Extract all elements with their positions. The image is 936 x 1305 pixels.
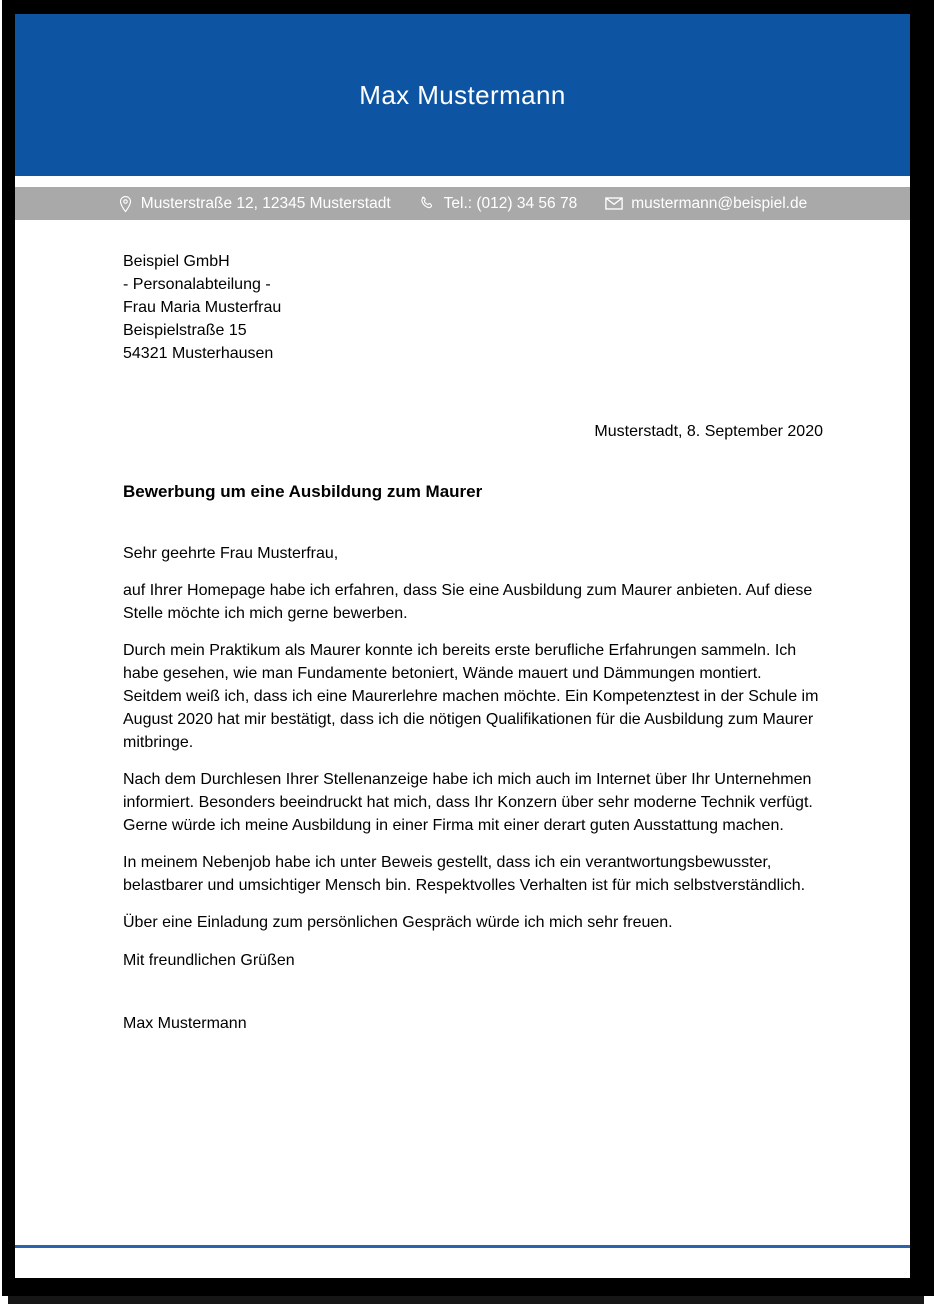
recipient-line: Beispielstraße 15 [123, 322, 247, 339]
recipient-line: 54321 Musterhausen [123, 345, 274, 362]
contact-bar [15, 187, 910, 220]
contact-address-text: Musterstraße 12, 12345 Musterstadt [140, 194, 391, 212]
signature-name: Max Mustermann [123, 1015, 247, 1032]
contact-email [605, 195, 807, 213]
date-line: Musterstadt, 8. September 2020 [594, 423, 823, 440]
body-paragraph: Nach dem Durchlesen Ihrer Stellenanzeige habe ich mich auch im Internet über Ihr Unternehmen informiert. Besonders beeindruckt hat mich, dass Ihr Konzern über sehr moderne Technik verfügt. Gerne würde ich meine Ausbildung in einer Firma mit einer derart guten Ausstattung machen. [123, 771, 813, 834]
letter-body [15, 220, 910, 1035]
body-paragraph: In meinem Nebenjob habe ich unter Beweis gestellt, dass ich ein verantwortungsbewusster, belastbarer und umsichtiger Mensch bin. Respektvolles Verhalten ist für mich selbstverständlich. [123, 854, 806, 894]
recipient-line: Frau Maria Musterfrau [123, 299, 282, 316]
frame-bottom-shadow [8, 1296, 924, 1304]
header-divider-gap [15, 176, 910, 187]
salutation: Sehr geehrte Frau Musterfrau, [123, 545, 339, 562]
subject-line: Bewerbung um eine Ausbildung zum Maurer [123, 482, 483, 501]
header-banner [15, 14, 910, 176]
recipient-line: - Personalabteilung - [123, 276, 271, 293]
closing-salute: Mit freundlichen Grüßen [123, 952, 295, 969]
body-paragraph: Über eine Einladung zum persönlichen Gespräch würde ich mich sehr freuen. [123, 914, 673, 931]
recipient-block [123, 250, 823, 365]
letter-page [15, 14, 910, 1278]
contact-phone [419, 195, 578, 213]
contact-address [118, 195, 391, 213]
body-paragraph: Durch mein Praktikum als Maurer konnte ich bereits erste berufliche Erfahrungen sammeln. Ich habe gesehen, wie man Fundamente betoniert, Wände mauert und Dämmungen montiert. Seitdem weiß ich, dass ich eine Maurerlehre machen möchte. Ein Kompetenztest in der Schule im August 2020 hat mir bestätigt, dass ich die nötigen Qualifikationen für die Ausbildung zum Maurer mitbringe. [123, 642, 819, 751]
phone-icon [419, 195, 436, 212]
contact-email-text: mustermann@beispiel.de [631, 194, 808, 212]
location-pin-icon [118, 195, 133, 213]
body-paragraph: auf Ihrer Homepage habe ich erfahren, dass Sie eine Ausbildung zum Maurer anbieten. Auf diese Stelle möchte ich mich gerne bewerben. [123, 582, 813, 622]
page-title: Max Mustermann [359, 79, 566, 110]
envelope-icon [605, 197, 623, 210]
recipient-line: Beispiel GmbH [123, 253, 230, 270]
footer-accent-line [15, 1245, 910, 1248]
contact-phone-text: Tel.: (012) 34 56 78 [443, 194, 578, 212]
